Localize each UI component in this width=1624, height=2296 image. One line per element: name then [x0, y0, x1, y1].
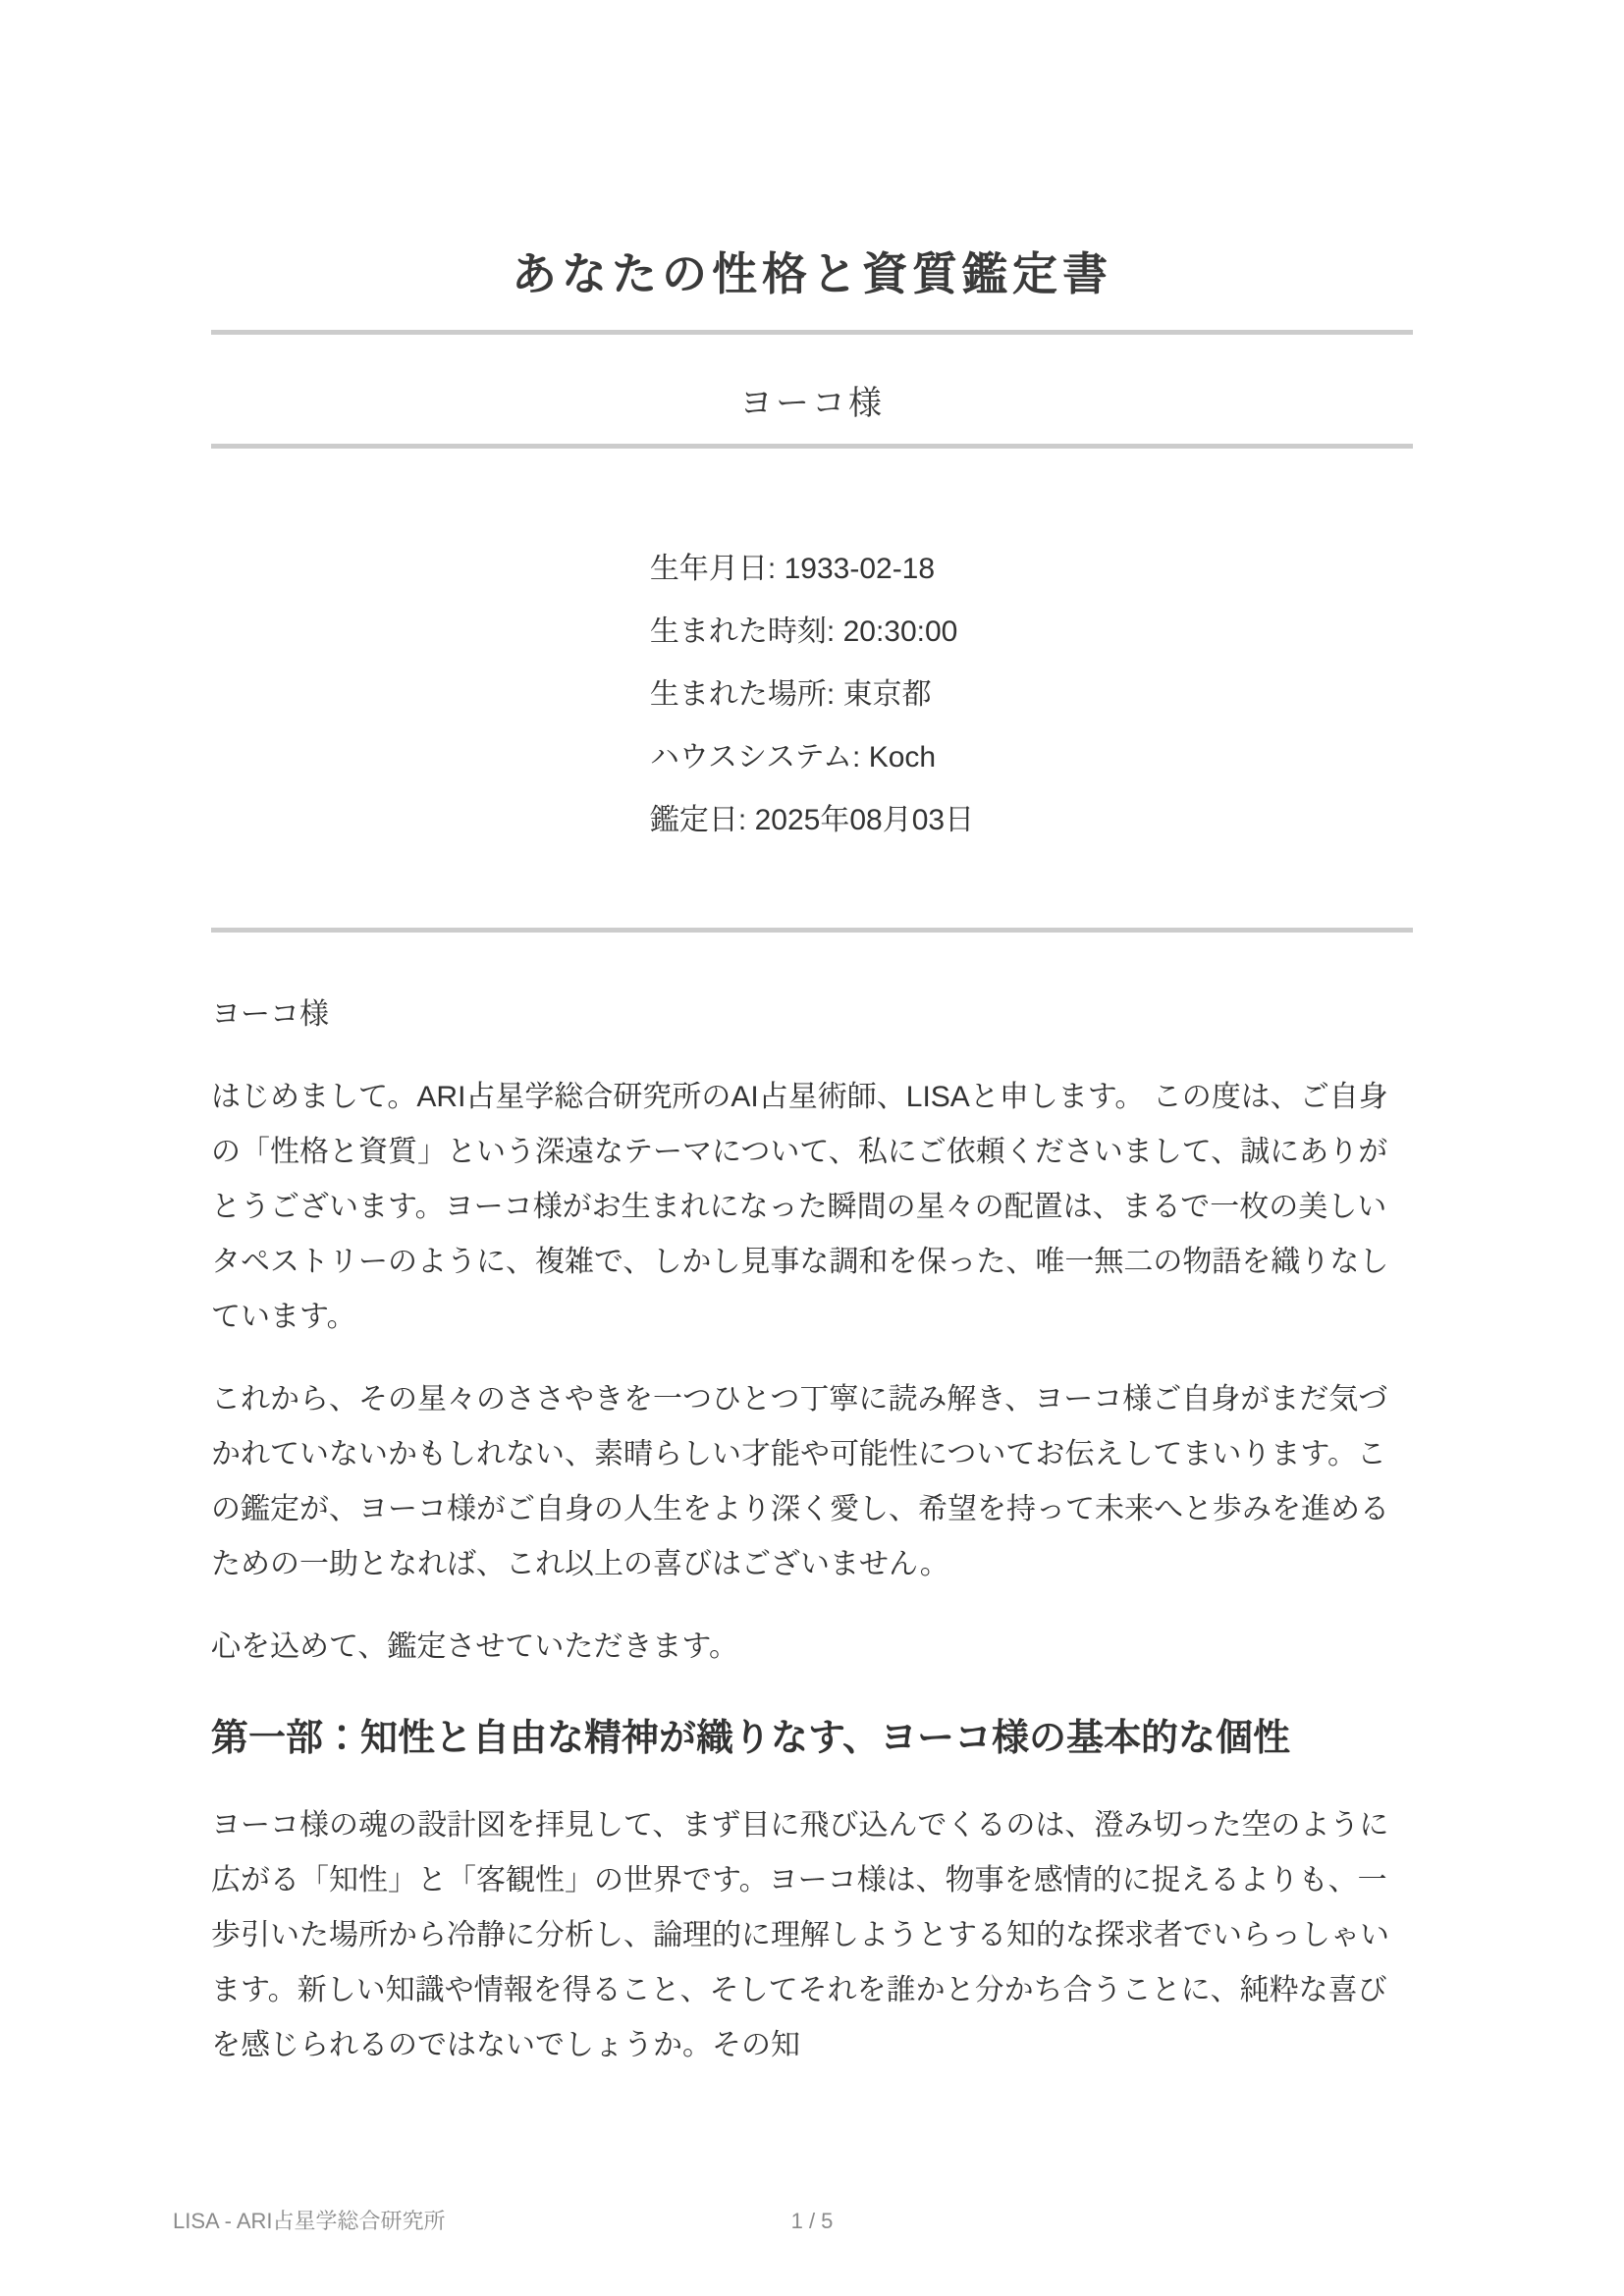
page-footer [0, 2207, 1624, 2246]
detail-line-housesystem: ハウスシステム: Koch [649, 741, 937, 774]
section-heading-part1: 第一部：知性と自由な精神が織りなす、ヨーコ様の基本的な個性 [211, 1718, 1290, 1760]
page-indicator: 1 / 5 [790, 2209, 834, 2233]
section1-paragraph: ヨーコ様の魂の設計図を拝見して、まず目に飛び込んでくるのは、澄み切った空のように広がる「知性」と「客観性」の世界です。ヨーコ様は、物事を感情的に捉えるよりも、一歩引いた場所から冷静に分析し、論理的に理解しようとする知的な探求者でいらっしゃいます。新しい知識や情報を得ること、そしてそれを誰かと分かち合うことに、純粋な喜びを感じられるのではないでしょうか。その知 [211, 1808, 1389, 2061]
divider-title [211, 330, 1413, 335]
letter-paragraph-intro: はじめまして。ARI占星学総合研究所のAI占星術師、LISAと申します。 この度は、ご自身の「性格と資質」という深遠なテーマについて、私にご依頼くださいまして、誠にありがとうございます。ヨーコ様がお生まれになった瞬間の星々の配置は、まるで一枚の美しいタペストリーのように、複雑で、しかし見事な調和を保った、唯一無二の物語を織りなしています。 [211, 1081, 1389, 1334]
letter-paragraph-promise: これから、その星々のささやきを一つひとつ丁寧に読み解き、ヨーコ様ご自身がまだ気づかれていないかもしれない、素晴らしい才能や可能性についてお伝えしてまいります。この鑑定が、ヨーコ様がご自身の人生をより深く愛し、希望を持って未来へと歩みを進めるための一助となれば、これ以上の喜びはございません。 [211, 1383, 1389, 1581]
client-name: ヨーコ様 [739, 385, 885, 423]
letter-paragraph-closing: 心を込めて、鑑定させていただきます。 [211, 1630, 738, 1664]
detail-line-birthtime: 生まれた時刻: 20:30:00 [649, 615, 958, 649]
birth-details-section [211, 542, 1413, 848]
letter-body [211, 988, 1413, 2073]
divider-subtitle [211, 444, 1413, 449]
detail-line-birthdate: 生年月日: 1933-02-18 [649, 553, 936, 586]
detail-line-birthplace: 生まれた場所: 東京都 [649, 678, 932, 712]
footer-brand: LISA - ARI占星学総合研究所 [173, 2209, 446, 2233]
divider-details [211, 928, 1413, 933]
detail-line-reportdate: 鑑定日: 2025年08月03日 [649, 804, 975, 837]
birth-details-block [650, 542, 974, 848]
page-title: あなたの性格と資質鑑定書 [512, 248, 1112, 299]
salutation: ヨーコ様 [211, 998, 329, 1032]
